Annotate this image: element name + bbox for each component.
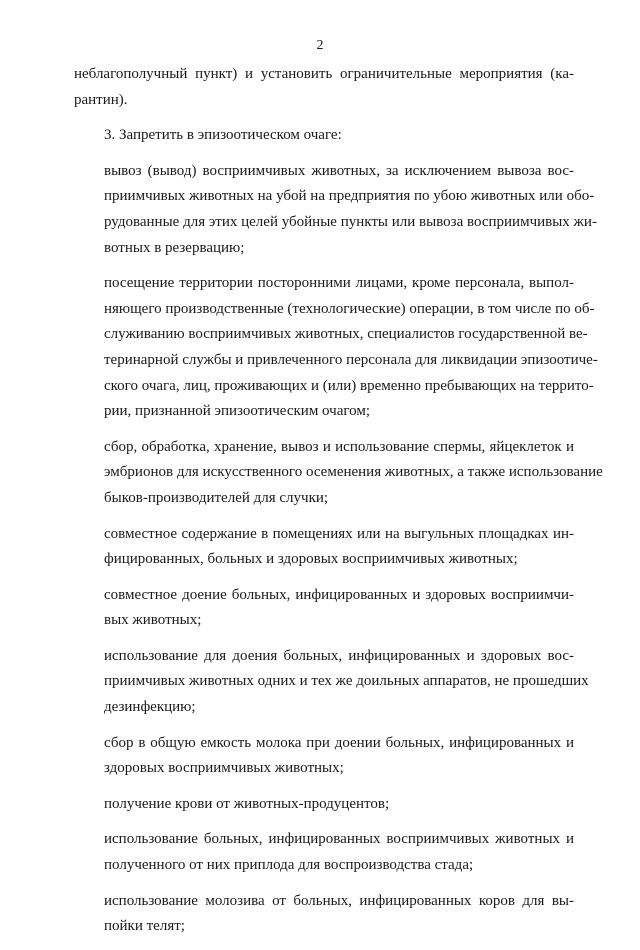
text-line: эмбрионов для искусственного осеменения животных, а также использование (104, 464, 603, 481)
text-line: рантин). (74, 91, 128, 108)
text-line: приимчивых животных на убой на предприятия по убою животных или обо- (104, 188, 595, 205)
document-body (74, 62, 603, 950)
paragraph (74, 271, 598, 425)
paragraph (74, 889, 574, 940)
text-line: вывоз (вывод) восприимчивых животных, за исключением вывоза вос- (104, 162, 574, 179)
text-line: использование для доения больных, инфицированных и здоровых вос- (104, 647, 574, 664)
paragraph (74, 731, 574, 782)
text-line: теринарной службы и привлеченного персонала для ликвидации эпизоотиче- (104, 351, 598, 368)
text-line: сбор в общую емкость молока при доении больных, инфицированных и (104, 734, 574, 751)
paragraph (74, 522, 574, 573)
paragraph (74, 583, 574, 634)
text-line: дезинфекцию; (104, 699, 196, 716)
text-line: няющего производственные (технологические) операции, в том числе по об- (104, 300, 595, 317)
text-line: использование больных, инфицированных восприимчивых животных и (104, 831, 574, 848)
page-number: 2 (316, 38, 324, 53)
text-line: вых животных; (104, 612, 202, 629)
paragraph (74, 644, 589, 721)
text-line: приимчивых животных одних и тех же доильных аппаратов, не прошедших (104, 673, 589, 690)
text-line: полученного от них приплода для воспроизводства стада; (104, 857, 474, 874)
text-line: ского очага, лиц, проживающих и (или) временно пребывающих на террито- (104, 377, 594, 394)
text-line: фицированных, больных и здоровых восприимчивых животных; (104, 551, 518, 568)
text-line: использование молозива от больных, инфицированных коров для вы- (104, 892, 574, 909)
text-line: рудованные для этих целей убойные пункты или вывоза восприимчивых жи- (104, 213, 597, 230)
text-line: пойки телят; (104, 918, 185, 935)
text-line: служиванию восприимчивых животных, специалистов государственной ве- (104, 326, 588, 343)
text-line: совместное содержание в помещениях или на выгульных площадках ин- (104, 525, 574, 542)
paragraph (74, 792, 574, 818)
text-line: 3. Запретить в эпизоотическом очаге: (104, 127, 342, 144)
text-line: получение крови от животных-продуцентов; (104, 795, 390, 812)
paragraph (74, 62, 574, 113)
text-line: рии, признанной эпизоотическим очагом; (104, 403, 371, 420)
paragraph (74, 827, 574, 878)
text-line: быков-производителей для случки; (104, 489, 329, 506)
text-line: неблагополучный пункт) и установить ограничительные мероприятия (ка- (74, 66, 574, 82)
text-line: сбор, обработка, хранение, вывоз и использование спермы, яйцеклеток и (104, 438, 574, 455)
text-line: посещение территории посторонними лицами, кроме персонала, выпол- (104, 275, 574, 292)
text-line: совместное доение больных, инфицированных и здоровых восприимчи- (104, 586, 574, 603)
text-line: вотных в резервацию; (104, 239, 245, 256)
text-line: здоровых восприимчивых животных; (104, 760, 344, 777)
paragraph (74, 435, 603, 512)
paragraph (74, 159, 597, 261)
paragraph (74, 123, 574, 149)
